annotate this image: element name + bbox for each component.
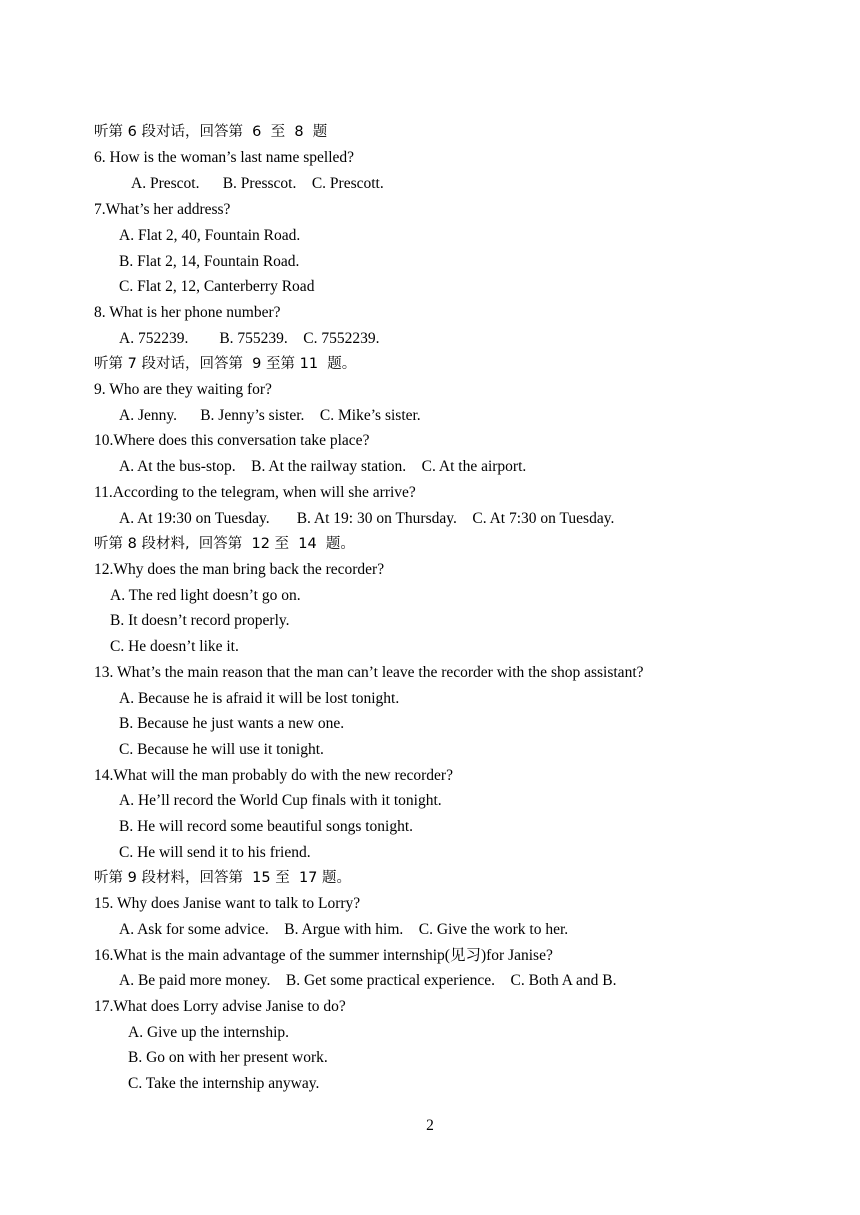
options-10: A. At the bus-stop. B. At the railway station. C. At the airport. <box>119 458 527 475</box>
options-11: A. At 19:30 on Tuesday. B. At 19: 30 on Thursday. C. At 7:30 on Tuesday. <box>119 510 615 527</box>
section-heading-9: 听第 9 段材料，回答第 15 至 17 题。 <box>94 870 351 886</box>
option-17b: B. Go on with her present work. <box>128 1049 328 1066</box>
question-17: 17.What does Lorry advise Janise to do? <box>94 998 346 1015</box>
question-13: 13. What’s the main reason that the man can’t leave the recorder with the shop assistant? <box>94 664 644 681</box>
options-8: A. 752239. B. 755239. C. 7552239. <box>119 330 380 347</box>
option-17c: C. Take the internship anyway. <box>128 1075 320 1092</box>
question-15: 15. Why does Janise want to talk to Lorry? <box>94 895 361 912</box>
section-heading-8: 听第 8 段材料, 回答第 12 至 14 题。 <box>94 536 355 552</box>
option-13c: C. Because he will use it tonight. <box>119 741 324 758</box>
option-14b: B. He will record some beautiful songs tonight. <box>119 818 414 835</box>
option-13b: B. Because he just wants a new one. <box>119 715 345 732</box>
option-7a: A. Flat 2, 40, Fountain Road. <box>119 227 301 244</box>
option-7c: C. Flat 2, 12, Canterberry Road <box>119 278 315 295</box>
question-10: 10.Where does this conversation take place? <box>94 432 370 449</box>
question-6: 6. How is the woman’s last name spelled? <box>94 149 355 166</box>
option-12b: B. It doesn’t record properly. <box>110 612 290 629</box>
options-6: A. Prescot. B. Presscot. C. Prescott. <box>131 175 384 192</box>
option-7b: B. Flat 2, 14, Fountain Road. <box>119 253 300 270</box>
question-9: 9. Who are they waiting for? <box>94 381 272 398</box>
question-12: 12.Why does the man bring back the recorder? <box>94 561 385 578</box>
option-14a: A. He’ll record the World Cup finals with it tonight. <box>119 792 442 809</box>
options-16: A. Be paid more money. B. Get some practical experience. C. Both A and B. <box>119 972 617 989</box>
option-13a: A. Because he is afraid it will be lost tonight. <box>119 690 400 707</box>
option-12c: C. He doesn’t like it. <box>110 638 239 655</box>
page-number: 2 <box>426 1117 434 1134</box>
section-heading-7: 听第 7 段对话，回答第 9 至第 11 题。 <box>94 356 357 372</box>
section-heading-6: 听第 6 段对话，回答第 6 至 8 题 <box>94 124 328 140</box>
question-14: 14.What will the man probably do with the new recorder? <box>94 767 453 784</box>
question-7: 7.What’s her address? <box>94 201 231 218</box>
question-11: 11.According to the telegram, when will she arrive? <box>94 484 416 501</box>
options-15: A. Ask for some advice. B. Argue with him. C. Give the work to her. <box>119 921 569 938</box>
option-17a: A. Give up the internship. <box>128 1024 290 1041</box>
question-8: 8. What is her phone number? <box>94 304 281 321</box>
option-12a: A. The red light doesn’t go on. <box>110 587 301 604</box>
question-16: 16.What is the main advantage of the summer internship(见习)for Janise? <box>94 947 553 964</box>
option-14c: C. He will send it to his friend. <box>119 844 311 861</box>
options-9: A. Jenny. B. Jenny’s sister. C. Mike’s sister. <box>119 407 421 424</box>
